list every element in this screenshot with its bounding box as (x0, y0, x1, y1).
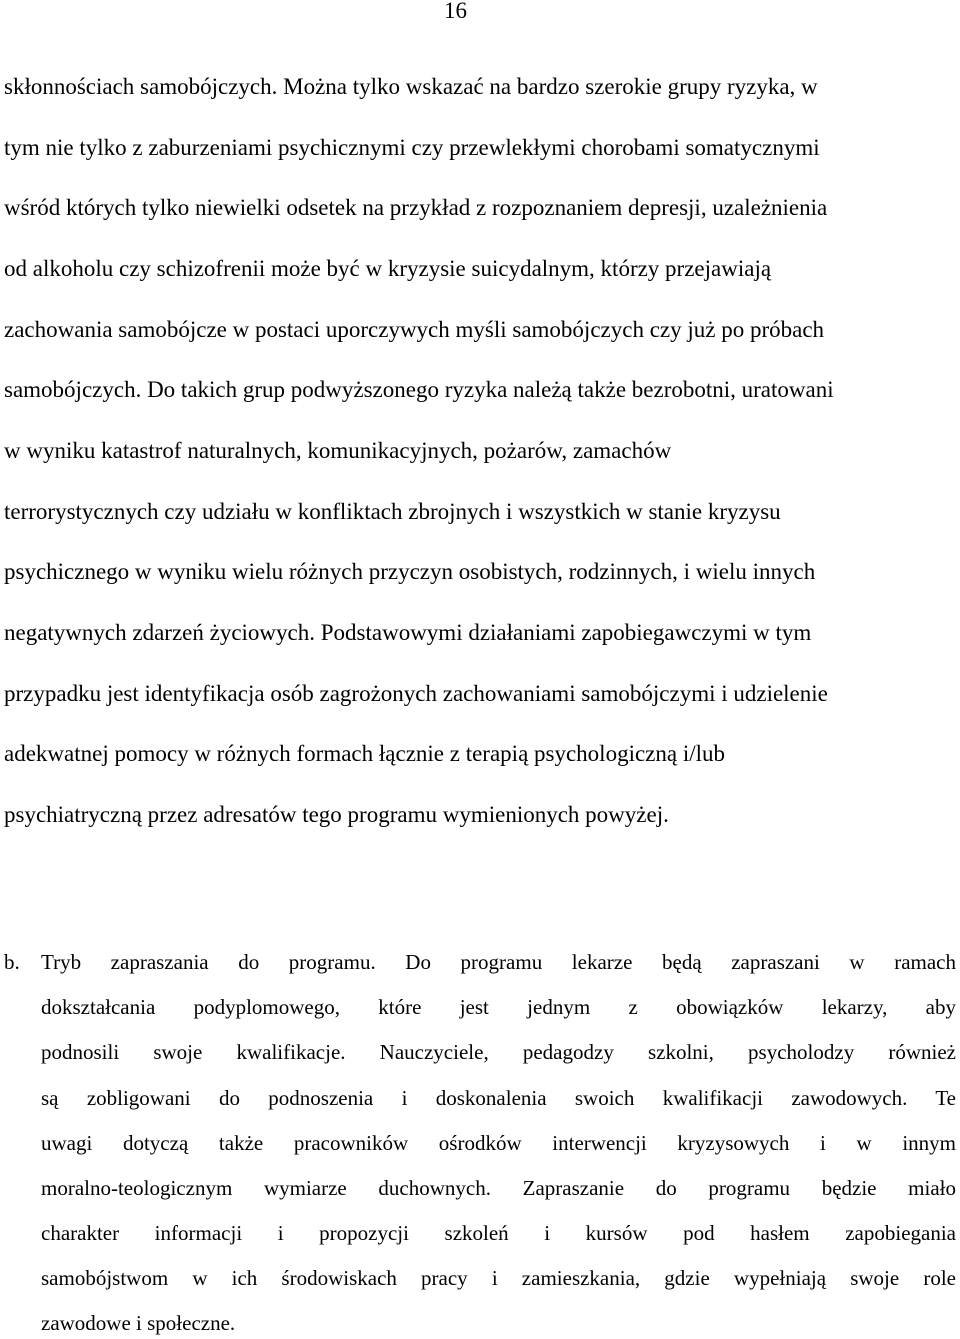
text-line: tym nie tylko z zaburzeniami psychicznymi czy przewlekłymi chorobami somatycznymi (4, 135, 820, 160)
text-line: Tryb zapraszania do programu. Do programu lekarze będą zapraszani w ramach (41, 950, 956, 974)
text-line: od alkoholu czy schizofrenii może być w kryzysie suicydalnym, którzy przejawiają (4, 256, 772, 281)
text-line: zachowania samobójcze w postaci uporczywych myśli samobójczych czy już po próbach (4, 317, 825, 342)
text-line: charakter informacji i propozycji szkoleń i kursów pod hasłem zapobiegania (41, 1221, 956, 1245)
text-line: w wyniku katastrof naturalnych, komunikacyjnych, pożarów, zamachów (4, 438, 672, 463)
text-line: uwagi dotyczą także pracowników ośrodków interwencji kryzysowych i w innym (41, 1131, 956, 1155)
text-line: moralno-teologicznym wymiarze duchownych. Zapraszanie do programu będzie miało (41, 1176, 956, 1200)
text-line: są zobligowani do podnoszenia i doskonalenia swoich kwalifikacji zawodowych. Te (41, 1086, 956, 1110)
text-line: samobójczych. Do takich grup podwyższonego ryzyka należą także bezrobotni, uratowani (4, 377, 834, 402)
text-line: psychiatryczną przez adresatów tego programu wymienionych powyżej. (4, 802, 669, 827)
list-marker: b. (4, 950, 20, 974)
text-line: terrorystycznych czy udziału w konfliktach zbrojnych i wszystkich w stanie kryzysu (4, 499, 781, 524)
text-line: samobójstwom w ich środowiskach pracy i zamieszkania, gdzie wypełniają swoje role (41, 1266, 956, 1290)
text-line: podnosili swoje kwalifikacje. Nauczyciele, pedagodzy szkolni, psycholodzy również (41, 1040, 956, 1064)
text-line: skłonnościach samobójczych. Można tylko wskazać na bardzo szerokie grupy ryzyka, w (4, 74, 818, 99)
text-line: zawodowe i społeczne. (41, 1311, 236, 1335)
text-line: negatywnych zdarzeń życiowych. Podstawowymi działaniami zapobiegawczymi w tym (4, 620, 812, 645)
text-line: przypadku jest identyfikacja osób zagrożonych zachowaniami samobójczymi i udzielenie (4, 681, 828, 706)
text-line: adekwatnej pomocy w różnych formach łącznie z terapią psychologiczną i/lub (4, 741, 726, 766)
text-line: dokształcania podyplomowego, które jest jednym z obowiązków lekarzy, aby (41, 995, 956, 1019)
text-line: wśród których tylko niewielki odsetek na przykład z rozpoznaniem depresji, uzależnienia (4, 195, 828, 220)
text-line: psychicznego w wyniku wielu różnych przyczyn osobistych, rodzinnych, i wielu innych (4, 559, 816, 584)
page-number: 16 (444, 0, 467, 23)
